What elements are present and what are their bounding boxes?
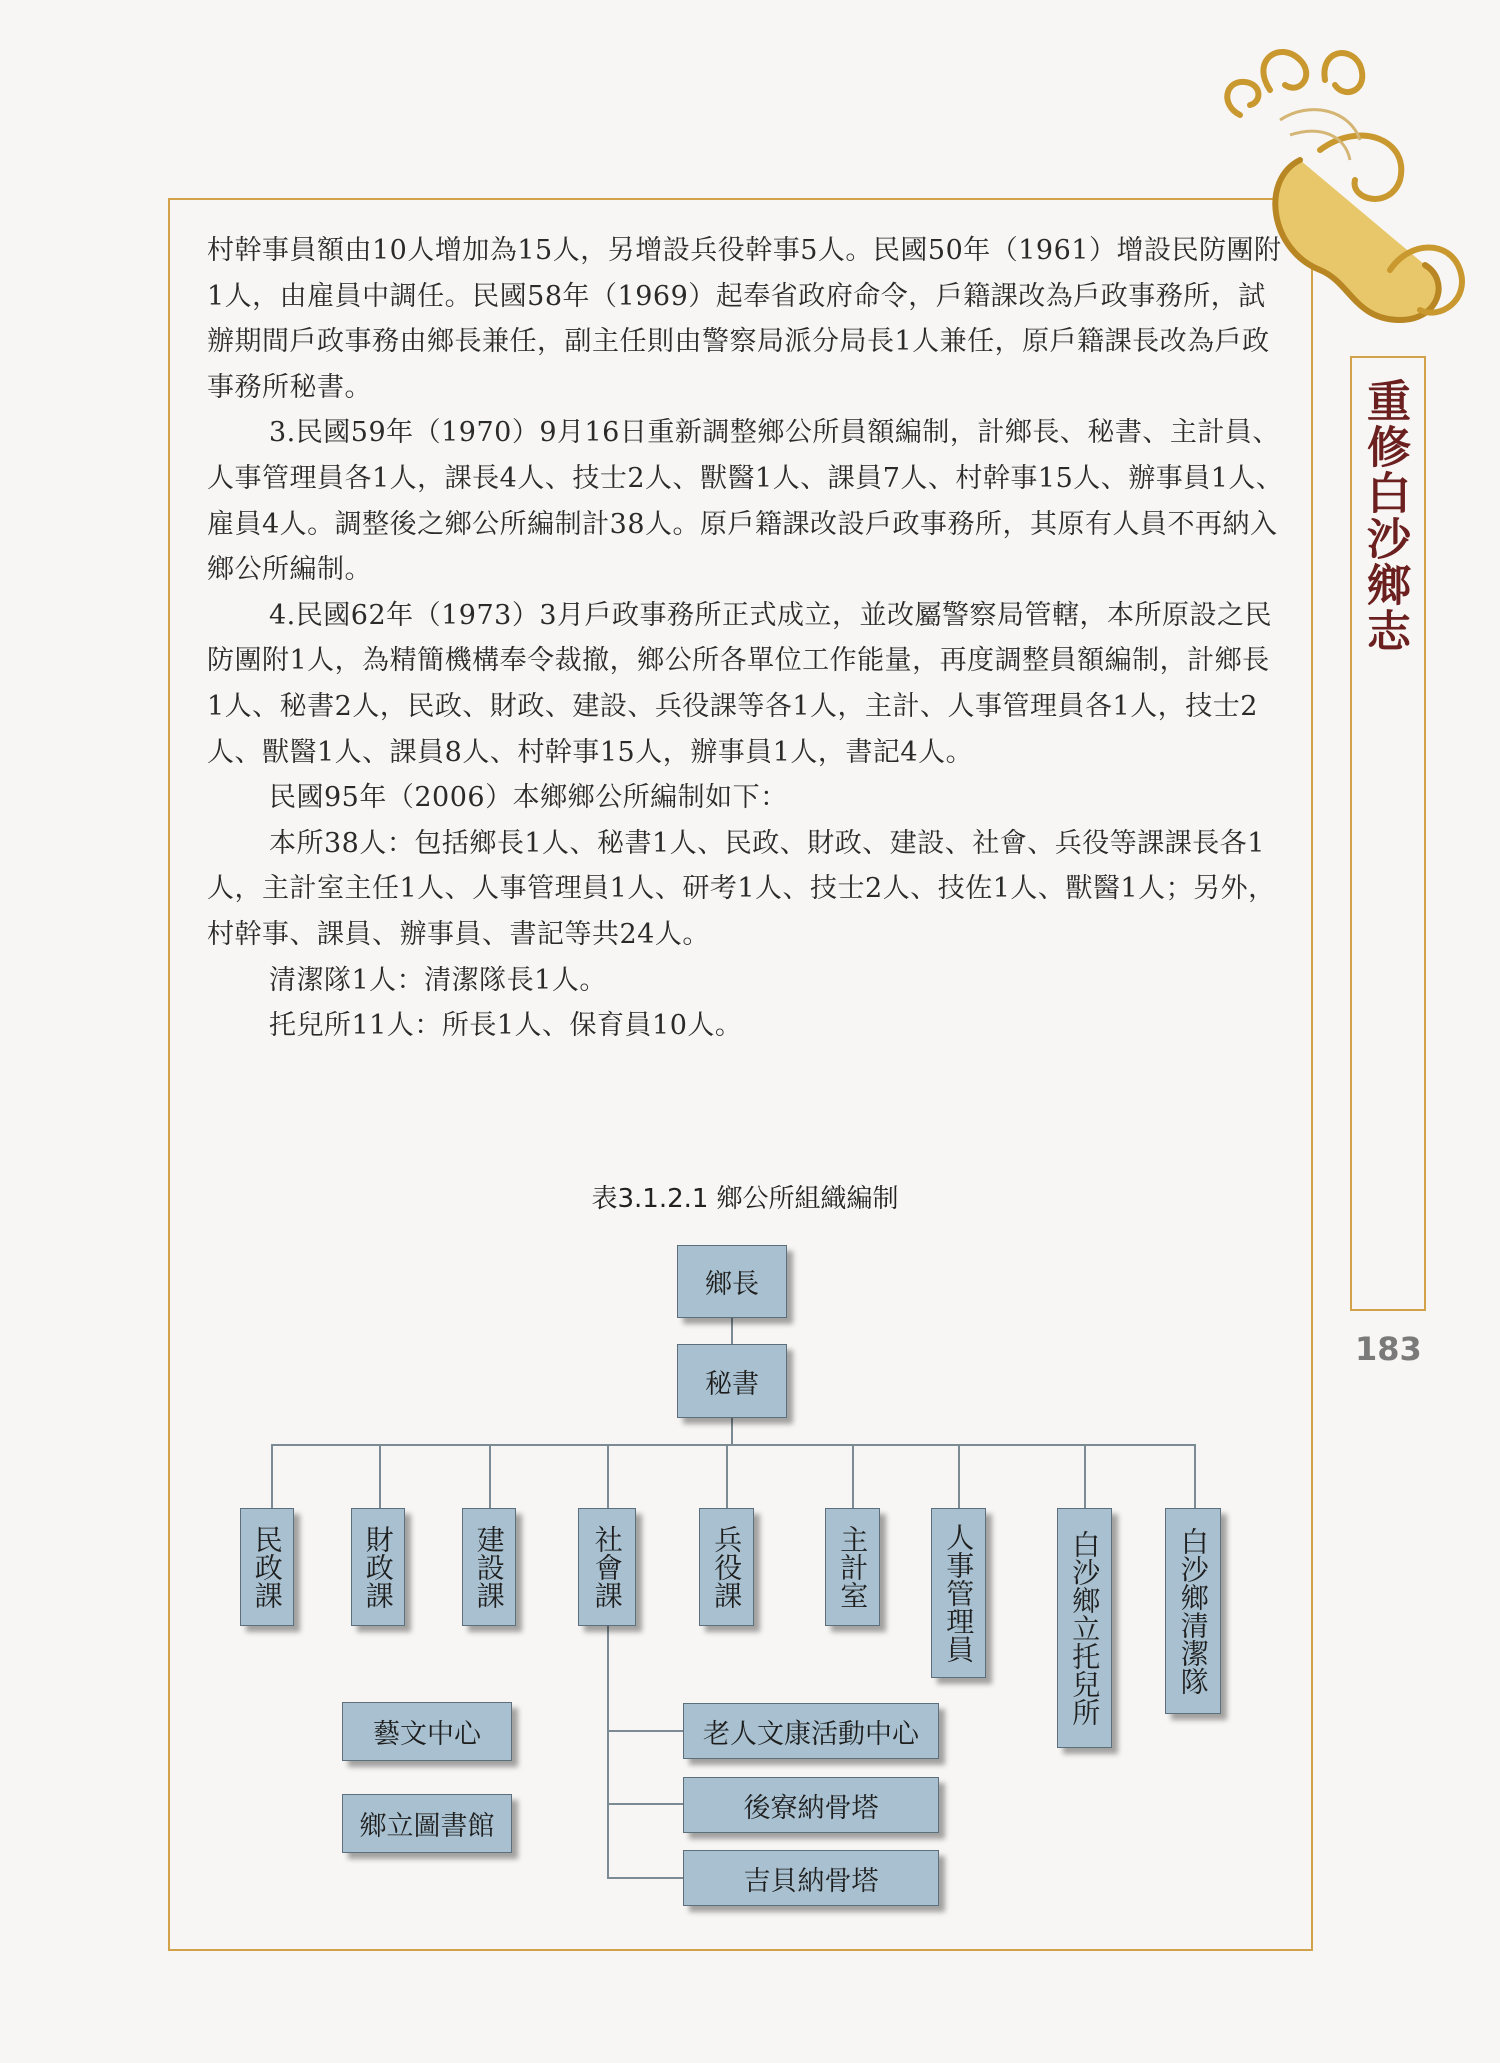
org-box-unit: 建設課 xyxy=(462,1508,516,1626)
org-box-unit: 兵役課 xyxy=(699,1508,754,1626)
paragraph: 民國95年（2006）本鄉鄉公所編制如下： xyxy=(269,782,788,814)
paragraph: 3.民國59年（1970）9月16日重新調整鄉公所員額編制，計鄉長、秘書、主計員、人事管理員各1人，課長4人、技士2人、獸醫1人、課員7人、村幹事15人、辦事員1人、雇員4人。調整後之鄉公所編制計38人。原戶籍課改設戶政事務所，其原有人員不再納入鄉公所編制。 xyxy=(207,417,1284,586)
org-box-sub: 老人文康活動中心 xyxy=(683,1703,939,1759)
org-box-unit: 民政課 xyxy=(240,1508,294,1626)
org-box-unit: 人事管理員 xyxy=(931,1508,986,1678)
org-box-unit: 白沙鄉立托兒所 xyxy=(1057,1508,1112,1748)
caption-title: 鄉公所組織編制 xyxy=(716,1184,899,1214)
org-box-sub: 吉貝納骨塔 xyxy=(683,1850,939,1906)
paragraph: 村幹事員額由10人增加為15人，另增設兵役幹事5人。民國50年（1961）增設民防團附1人，由雇員中調任。民國58年（1969）起奉省政府命令，戶籍課改為戶政事務所，試辦期間戶政事務由鄉長兼任，副主任則由警察局派分局長1人兼任，原戶籍課長改為戶政事務所秘書。 xyxy=(207,235,1282,403)
book-title: 重修白沙鄉志 xyxy=(1359,378,1410,654)
caption-number: 表3.1.2.1 xyxy=(591,1184,709,1214)
table-caption xyxy=(0,1178,1500,1215)
page-number: 183 xyxy=(1355,1330,1422,1368)
body-text xyxy=(207,228,1287,1049)
paragraph: 4.民國62年（1973）3月戶政事務所正式成立，並改屬警察局管轄，本所原設之民防團附1人，為精簡機構奉令裁撤，鄉公所各單位工作能量，再度調整員額編制，計鄉長1人、秘書2人，民政、財政、建設、兵役課等各1人，主計、人事管理員各1人，技士2人、獸醫1人、課員8人、村幹事15人，辦事員1人，書記4人。 xyxy=(207,599,1273,768)
org-box-other: 藝文中心 xyxy=(342,1702,512,1761)
org-box-unit: 白沙鄉清潔隊 xyxy=(1165,1508,1221,1714)
org-box-head: 鄉長 xyxy=(677,1245,787,1318)
org-box-secretary: 秘書 xyxy=(677,1344,787,1418)
paragraph: 本所38人：包括鄉長1人、秘書1人、民政、財政、建設、社會、兵役等課課長各1人，主計室主任1人、人事管理員1人、研考1人、技士2人、技佐1人、獸醫1人；另外，村幹事、課員、辦事員、書記等共24人。 xyxy=(207,827,1276,950)
org-box-other: 鄉立圖書館 xyxy=(342,1794,512,1853)
org-box-unit: 社會課 xyxy=(578,1508,636,1626)
paragraph: 托兒所11人：所長1人、保育員10人。 xyxy=(269,1010,743,1042)
org-box-unit: 財政課 xyxy=(351,1508,405,1626)
org-box-unit: 主計室 xyxy=(825,1508,880,1626)
org-box-sub: 後寮納骨塔 xyxy=(683,1777,939,1833)
paragraph: 清潔隊1人：清潔隊長1人。 xyxy=(269,964,607,996)
